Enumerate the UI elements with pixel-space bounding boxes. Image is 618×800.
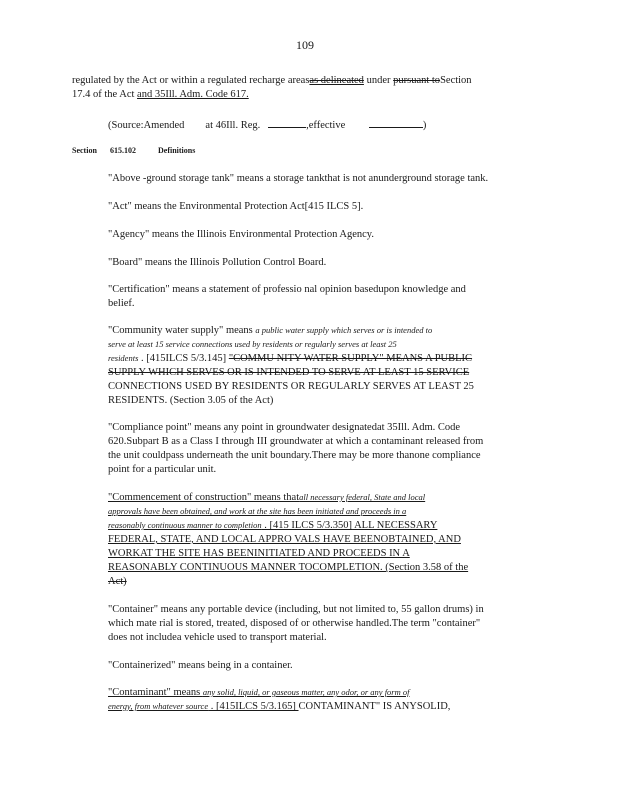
def-compliance-point-line-1: "Compliance point" means any point in groundwater designatedat 35Ill. Adm. Code: [108, 422, 461, 433]
def-commencement-line-7: Act): [108, 576, 127, 587]
def-agency: "Agency" means the Illinois Environmental Protection Agency.: [108, 229, 374, 240]
def-community-water-supply-line-2: serve at least 15 service connections used by residents or regularly serves at least 25: [108, 339, 397, 349]
def-board: "Board" means the Illinois Pollution Control Board.: [108, 257, 327, 268]
page-number: 109: [296, 38, 314, 52]
def-container-line-3: does not includea vehicle used to transport material.: [108, 632, 327, 643]
def-commencement-line-4: FEDERAL, STATE, AND LOCAL APPRO VALS HAVE BEENOBTAINED, AND: [108, 534, 461, 545]
def-container-line-2: which mate rial is stored, treated, disposed of or otherwise handled.The term "container": [108, 618, 481, 629]
def-community-water-supply-line-6: RESIDENTS. (Section 3.05 of the Act): [108, 395, 274, 406]
section-title: Definitions: [158, 146, 196, 155]
def-commencement-line-6: REASONABLY CONTINUOUS MANNER TOCOMPLETION. (Section 3.58 of the: [108, 562, 469, 573]
def-contaminant-line-1: "Contaminant" means any solid, liquid, or gaseous matter, any odor, or any form of: [108, 687, 410, 698]
def-commencement-line-3: reasonably continuous manner to completion . [415 ILCS 5/3.350] ALL NECESSARY: [108, 520, 438, 531]
def-compliance-point-line-4: point for a particular unit.: [108, 464, 217, 475]
intro-line-1: regulated by the Act or within a regulated recharge areasas delineated under pursuant toSection: [72, 75, 472, 86]
def-compliance-point-line-2: 620.Subpart B as a Class I through III groundwater at which a contaminant released from: [108, 436, 484, 447]
def-commencement-line-5: WORKAT THE SITE HAS BEENINITIATED AND PROCEEDS IN A: [108, 548, 410, 559]
section-number: 615.102: [110, 146, 136, 155]
def-compliance-point-line-3: the unit couldpass underneath the unit boundary.There may be more thanone compliance: [108, 450, 481, 461]
source-note: (Source:Amended at 46Ill. Reg. ,effective ): [108, 117, 426, 132]
def-certification-line-1: "Certification" means a statement of professio nal opinion basedupon knowledge and: [108, 284, 466, 295]
volume-blank: [268, 117, 306, 128]
section-label: Section: [72, 146, 97, 155]
def-contaminant-line-2: energy, from whatever source . [415ILCS 5/3.165] CONTAMINANT" IS ANYSOLID,: [108, 701, 451, 712]
def-commencement-line-1: "Commencement of construction" means thatall necessary federal, State and local: [108, 492, 426, 503]
date-blank: [369, 117, 423, 128]
def-community-water-supply-line-3: residents . [415ILCS 5/3.145] "COMMU NITY WATER SUPPLY" MEANS A PUBLIC: [108, 353, 473, 364]
def-community-water-supply-line-4: SUPPLY WHICH SERVES OR IS INTENDED TO SERVE AT LEAST 15 SERVICE: [108, 367, 470, 378]
def-act: "Act" means the Environmental Protection Act[415 ILCS 5].: [108, 201, 364, 212]
def-community-water-supply-line-1: "Community water supply" means a public water supply which serves or is intended to: [108, 325, 433, 336]
def-community-water-supply-line-5: CONNECTIONS USED BY RESIDENTS OR REGULARLY SERVES AT LEAST 25: [108, 381, 474, 392]
def-certification-line-2: belief.: [108, 298, 135, 309]
def-containerized: "Containerized" means being in a container.: [108, 660, 293, 671]
def-above-ground-storage-tank: "Above -ground storage tank" means a storage tankthat is not anunderground storage tank.: [108, 173, 489, 184]
def-commencement-line-2: approvals have been obtained, and work at the site has been initiated and proceeds in a: [108, 506, 407, 516]
def-container-line-1: "Container" means any portable device (including, but not limited to, 55 gallon drums) in: [108, 604, 484, 615]
intro-line-2: 17.4 of the Act and 35Ill. Adm. Code 617.: [72, 89, 249, 100]
